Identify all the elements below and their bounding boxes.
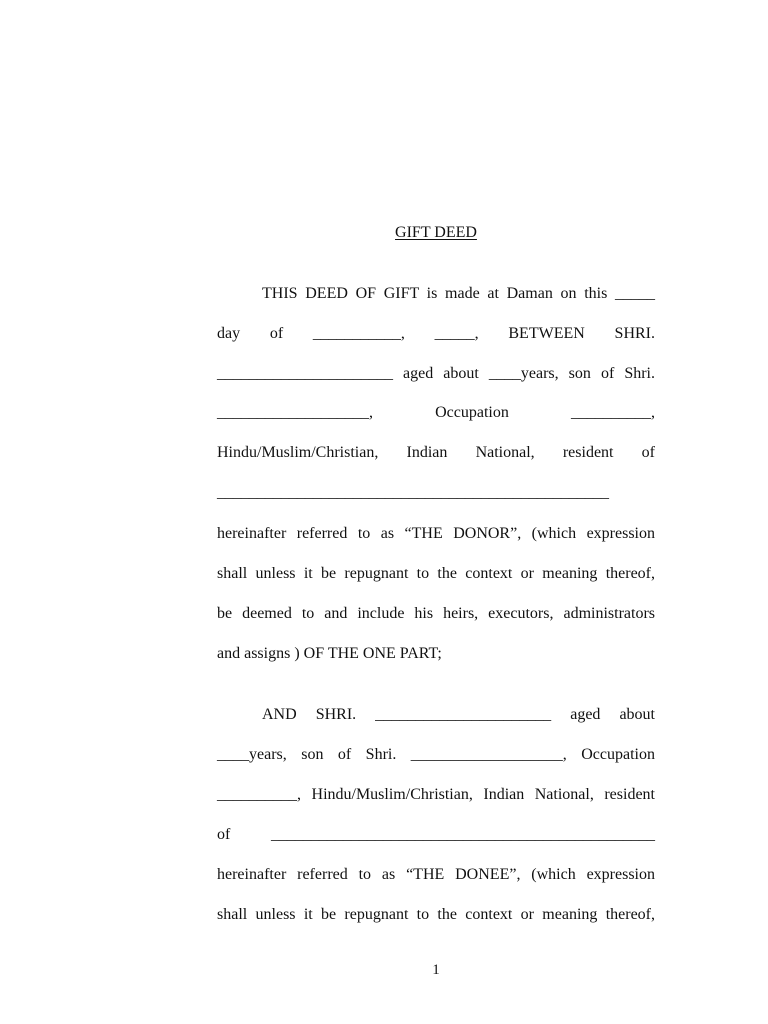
- deed-line-5: Hindu/Muslim/Christian, Indian National, resident of: [217, 444, 655, 461]
- deed-line-10: and assigns ) OF THE ONE PART;: [217, 645, 442, 662]
- deed-line-1: THIS DEED OF GIFT is made at Daman on this _____: [262, 285, 655, 302]
- deed-line-14: of ________________________________________________: [217, 826, 655, 843]
- deed-line-3: ______________________ aged about ____years, son of Shri.: [217, 365, 655, 382]
- deed-line-4: ___________________, Occupation __________,: [217, 404, 655, 421]
- deed-line-7: hereinafter referred to as “THE DONOR”, (which expression: [217, 525, 655, 542]
- deed-line-11: AND SHRI. ______________________ aged about: [262, 706, 655, 723]
- deed-line-9: be deemed to and include his heirs, executors, administrators: [217, 605, 655, 622]
- document-title: GIFT DEED: [395, 224, 477, 241]
- deed-line-15: hereinafter referred to as “THE DONEE”, (which expression: [217, 866, 655, 883]
- deed-line-13: __________, Hindu/Muslim/Christian, Indian National, resident: [217, 786, 655, 803]
- deed-line-12: ____years, son of Shri. ___________________, Occupation: [217, 746, 655, 763]
- deed-line-2: day of ___________, _____, BETWEEN SHRI.: [217, 325, 655, 342]
- deed-line-16: shall unless it be repugnant to the context or meaning thereof,: [217, 906, 655, 923]
- page-number: 1: [432, 962, 440, 978]
- deed-line-6: _________________________________________________: [217, 484, 609, 501]
- deed-line-8: shall unless it be repugnant to the context or meaning thereof,: [217, 565, 655, 582]
